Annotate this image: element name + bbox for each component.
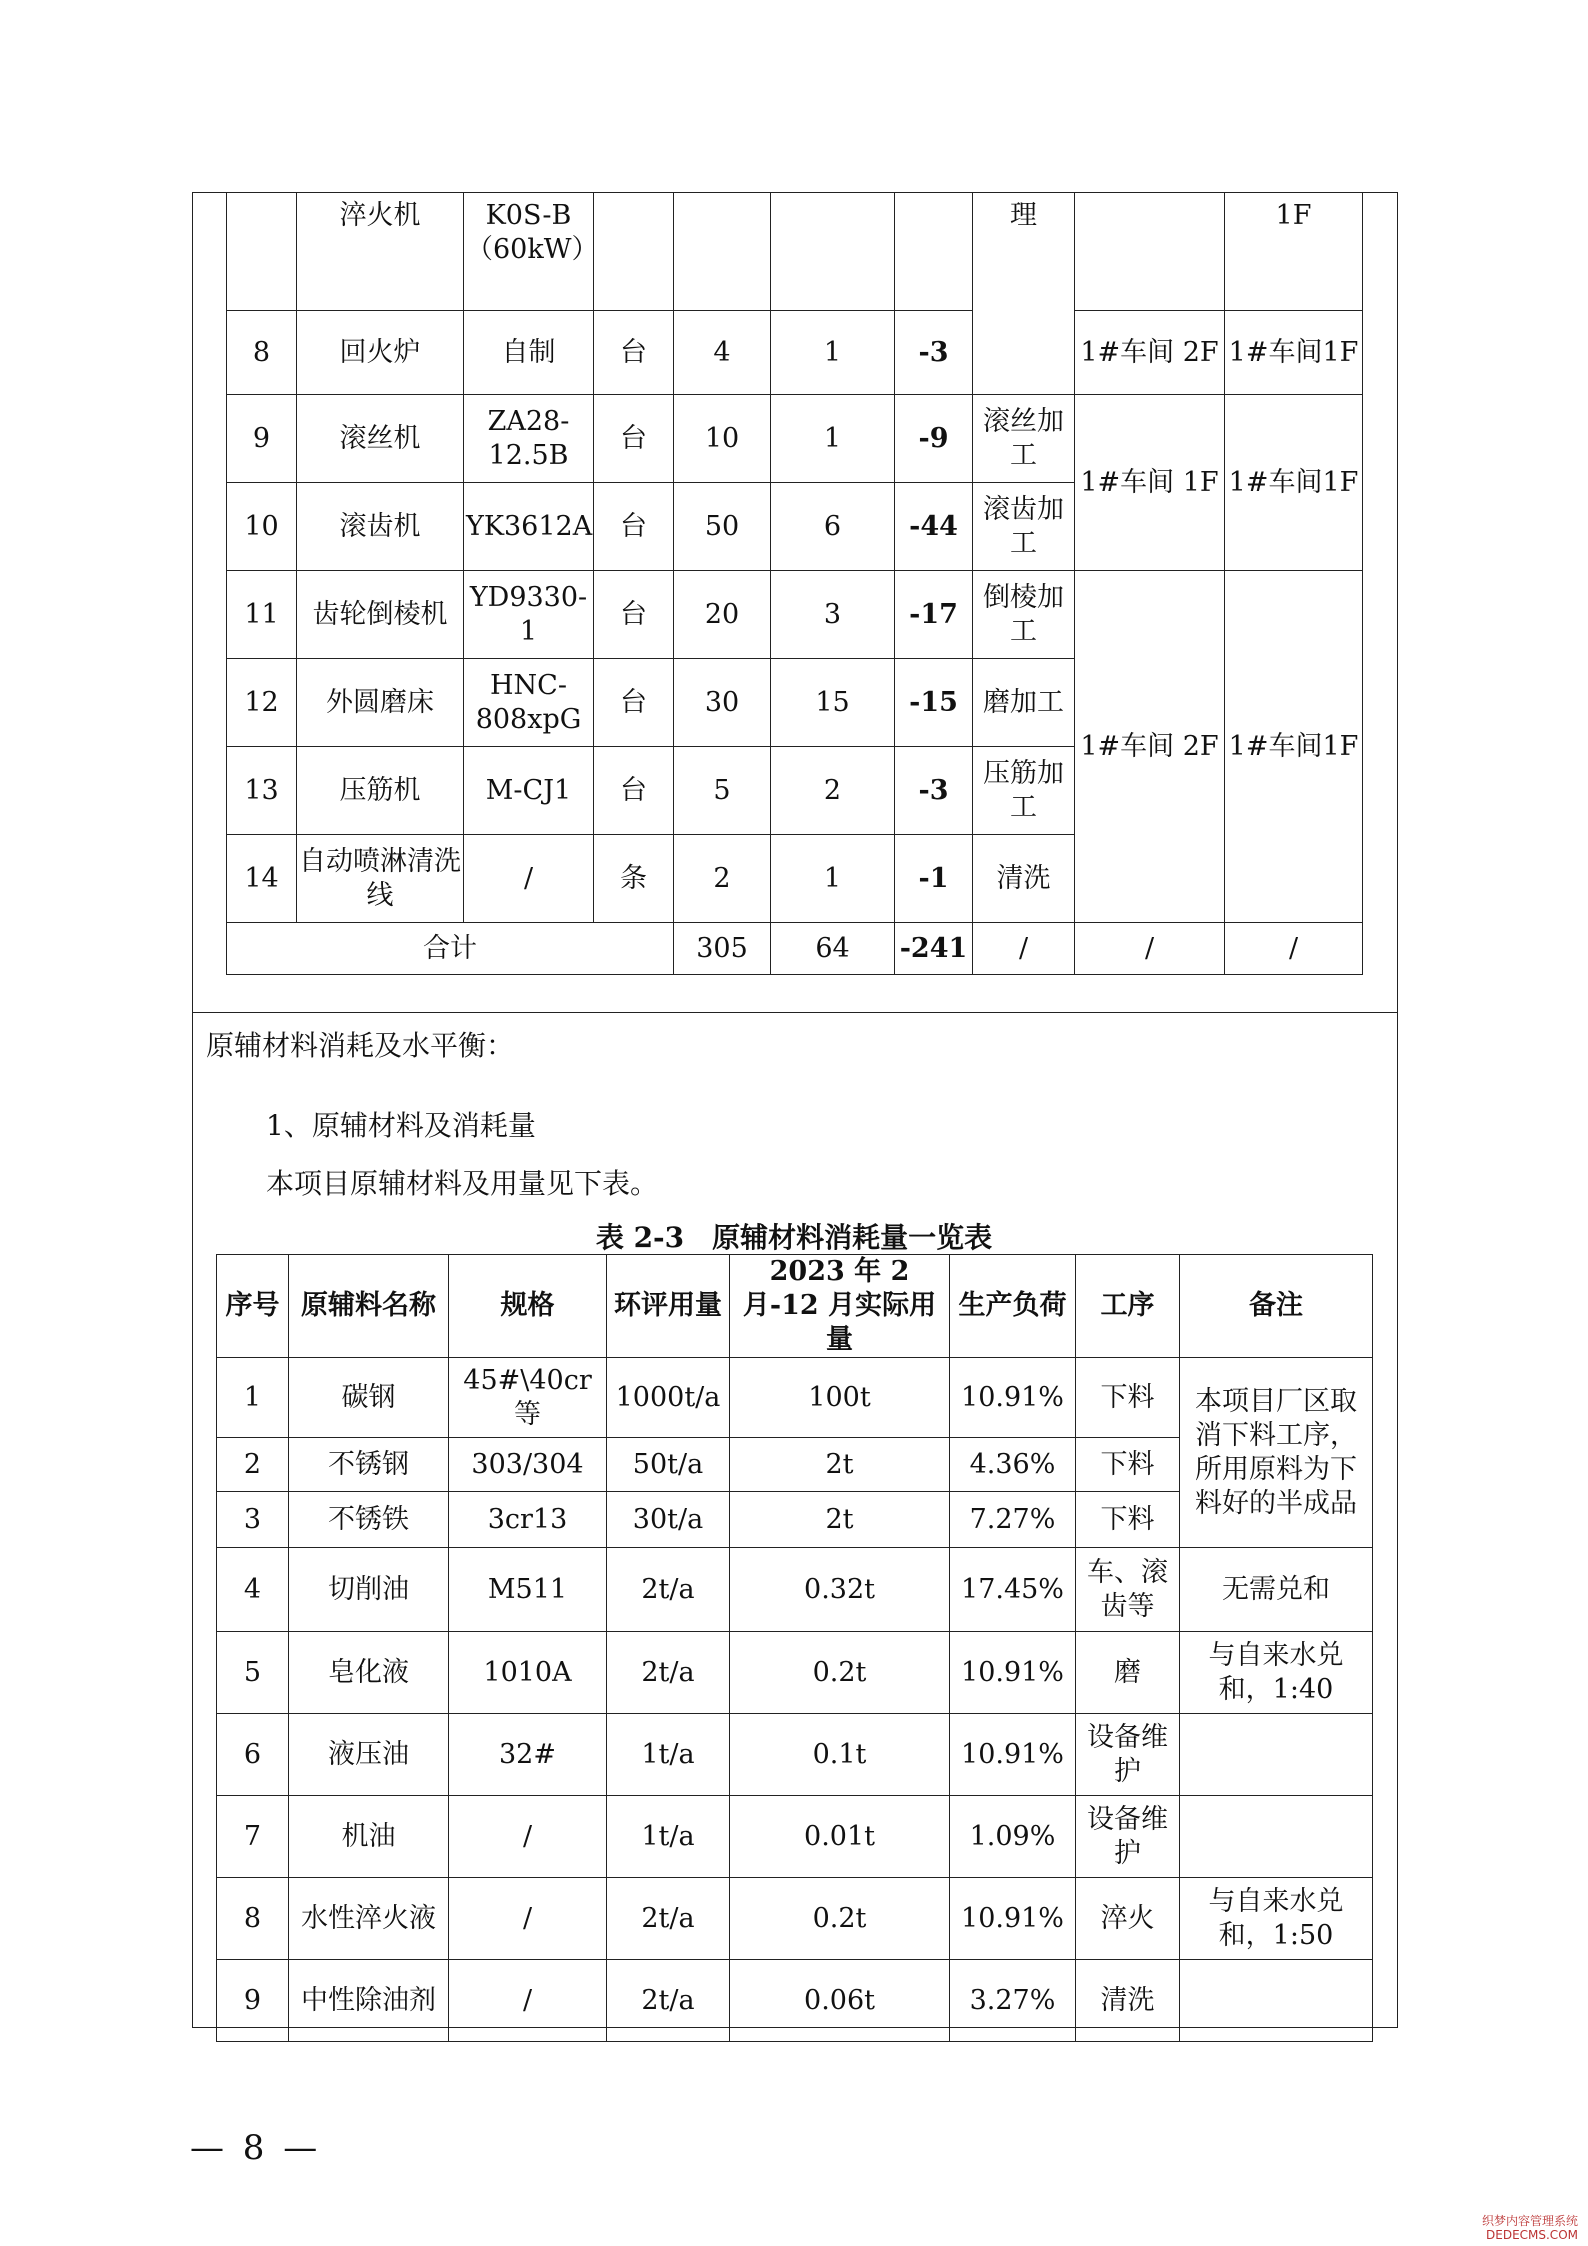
header-load: 生产负荷 bbox=[950, 1255, 1076, 1358]
cell-process: 压筋加工 bbox=[973, 747, 1075, 835]
cell-name: 齿轮倒棱机 bbox=[297, 571, 464, 659]
cell-process: 清洗 bbox=[1076, 1960, 1180, 2042]
total-eia: 305 bbox=[674, 923, 771, 975]
cell-process: 下料 bbox=[1076, 1438, 1180, 1492]
cell-load: 1.09% bbox=[950, 1796, 1076, 1878]
cell-eia: 1000t/a bbox=[607, 1358, 730, 1438]
cell-name: 机油 bbox=[289, 1796, 449, 1878]
cell-eia: 2t/a bbox=[607, 1632, 730, 1714]
cell-model: 自制 bbox=[464, 311, 594, 395]
cell-unit: 台 bbox=[594, 311, 674, 395]
cell-actual: 0.06t bbox=[730, 1960, 950, 2042]
cell-no: 9 bbox=[227, 395, 297, 483]
total-current: / bbox=[1225, 923, 1363, 975]
cell-current: 1#车间1F bbox=[1225, 571, 1363, 923]
section-paragraph: 本项目原辅材料及用量见下表。 bbox=[266, 1167, 659, 1200]
cell-process: 下料 bbox=[1076, 1358, 1180, 1438]
cell-model: K0S-B（60kW） bbox=[464, 193, 594, 311]
cell-location bbox=[1075, 193, 1225, 311]
cell-unit: 台 bbox=[594, 747, 674, 835]
cell-current: 1#车间1F bbox=[1225, 311, 1363, 395]
cell-name: 压筋机 bbox=[297, 747, 464, 835]
cell-name: 滚丝机 bbox=[297, 395, 464, 483]
cell-unit: 台 bbox=[594, 659, 674, 747]
cell-eia bbox=[674, 193, 771, 311]
cell-eia: 50 bbox=[674, 483, 771, 571]
cell-process: 理 bbox=[973, 193, 1075, 395]
cell-process: 倒棱加工 bbox=[973, 571, 1075, 659]
cell-no: 2 bbox=[217, 1438, 289, 1492]
cell-spec: / bbox=[449, 1796, 607, 1878]
cell-process: 磨 bbox=[1076, 1632, 1180, 1714]
cell-actual: 100t bbox=[730, 1358, 950, 1438]
table-row bbox=[227, 395, 1363, 483]
cell-note bbox=[1180, 1714, 1373, 1796]
cell-spec: 3cr13 bbox=[449, 1492, 607, 1548]
cell-current: 1F bbox=[1225, 193, 1363, 311]
cell-eia: 30t/a bbox=[607, 1492, 730, 1548]
cell-model: YK3612A bbox=[464, 483, 594, 571]
cell-location: 1#车间 1F bbox=[1075, 395, 1225, 571]
cell-actual: 0.1t bbox=[730, 1714, 950, 1796]
cell-no: 9 bbox=[217, 1960, 289, 2042]
cell-load: 10.91% bbox=[950, 1632, 1076, 1714]
cell-current: 1#车间1F bbox=[1225, 395, 1363, 571]
section-title: 原辅材料消耗及水平衡： bbox=[206, 1029, 515, 1062]
cell-process: 车、滚齿等 bbox=[1076, 1548, 1180, 1632]
cell-process: 滚丝加工 bbox=[973, 395, 1075, 483]
cell-unit bbox=[594, 193, 674, 311]
cell-load: 10.91% bbox=[950, 1878, 1076, 1960]
header-row bbox=[217, 1255, 1373, 1358]
cell-no: 10 bbox=[227, 483, 297, 571]
cell-no: 1 bbox=[217, 1358, 289, 1438]
cell-eia: 20 bbox=[674, 571, 771, 659]
cell-load: 17.45% bbox=[950, 1548, 1076, 1632]
table-row bbox=[217, 1358, 1373, 1438]
cell-note: 无需兑和 bbox=[1180, 1548, 1373, 1632]
cell-model: HNC-808xpG bbox=[464, 659, 594, 747]
cell-load: 3.27% bbox=[950, 1960, 1076, 2042]
materials-table bbox=[216, 1254, 1373, 2042]
cell-actual: 1 bbox=[771, 835, 895, 923]
cell-name: 中性除油剂 bbox=[289, 1960, 449, 2042]
watermark-logo bbox=[1482, 2214, 1578, 2242]
cell-no: 7 bbox=[217, 1796, 289, 1878]
cell-name: 回火炉 bbox=[297, 311, 464, 395]
cell-name: 滚齿机 bbox=[297, 483, 464, 571]
cell-process: 淬火 bbox=[1076, 1878, 1180, 1960]
cell-note: 与自来水兑和，1:40 bbox=[1180, 1632, 1373, 1714]
cell-eia: 10 bbox=[674, 395, 771, 483]
cell-actual: 2t bbox=[730, 1438, 950, 1492]
cell-eia: 50t/a bbox=[607, 1438, 730, 1492]
cell-actual: 6 bbox=[771, 483, 895, 571]
cell-no bbox=[227, 193, 297, 311]
cell-no: 8 bbox=[227, 311, 297, 395]
cell-unit: 台 bbox=[594, 395, 674, 483]
table-row bbox=[217, 1548, 1373, 1632]
total-actual: 64 bbox=[771, 923, 895, 975]
cell-spec: / bbox=[449, 1960, 607, 2042]
cell-actual bbox=[771, 193, 895, 311]
cell-actual: 15 bbox=[771, 659, 895, 747]
cell-actual: 0.01t bbox=[730, 1796, 950, 1878]
cell-diff: -3 bbox=[895, 311, 973, 395]
cell-load: 10.91% bbox=[950, 1714, 1076, 1796]
cell-load: 7.27% bbox=[950, 1492, 1076, 1548]
cell-diff: -3 bbox=[895, 747, 973, 835]
cell-eia: 30 bbox=[674, 659, 771, 747]
cell-actual: 0.2t bbox=[730, 1632, 950, 1714]
cell-no: 12 bbox=[227, 659, 297, 747]
header-actual: 2023 年 2 月-12 月实际用量 bbox=[730, 1255, 950, 1358]
cell-name: 自动喷淋清洗线 bbox=[297, 835, 464, 923]
cell-eia: 2t/a bbox=[607, 1960, 730, 2042]
cell-name: 不锈钢 bbox=[289, 1438, 449, 1492]
table-row bbox=[217, 1796, 1373, 1878]
cell-spec: 32# bbox=[449, 1714, 607, 1796]
header-spec: 规格 bbox=[449, 1255, 607, 1358]
cell-diff: -1 bbox=[895, 835, 973, 923]
cell-eia: 2 bbox=[674, 835, 771, 923]
cell-diff bbox=[895, 193, 973, 311]
total-location: / bbox=[1075, 923, 1225, 975]
cell-name: 水性淬火液 bbox=[289, 1878, 449, 1960]
cell-note: 本项目厂区取消下料工序，所用原料为下料好的半成品 bbox=[1180, 1358, 1373, 1548]
cell-diff: -15 bbox=[895, 659, 973, 747]
header-no: 序号 bbox=[217, 1255, 289, 1358]
total-diff: -241 bbox=[895, 923, 973, 975]
cell-note bbox=[1180, 1796, 1373, 1878]
cell-name: 液压油 bbox=[289, 1714, 449, 1796]
cell-eia: 1t/a bbox=[607, 1714, 730, 1796]
cell-spec: / bbox=[449, 1878, 607, 1960]
cell-actual: 2 bbox=[771, 747, 895, 835]
cell-load: 4.36% bbox=[950, 1438, 1076, 1492]
table-row bbox=[227, 571, 1363, 659]
cell-no: 3 bbox=[217, 1492, 289, 1548]
cell-eia: 1t/a bbox=[607, 1796, 730, 1878]
cell-no: 11 bbox=[227, 571, 297, 659]
cell-eia: 4 bbox=[674, 311, 771, 395]
page-number: — 8 — bbox=[190, 2128, 322, 2168]
header-process: 工序 bbox=[1076, 1255, 1180, 1358]
watermark-line2: DEDECMS.COM bbox=[1486, 2228, 1578, 2242]
cell-name: 外圆磨床 bbox=[297, 659, 464, 747]
table-row bbox=[217, 1714, 1373, 1796]
section-heading: 1、原辅材料及消耗量 bbox=[266, 1109, 536, 1142]
table-row bbox=[227, 193, 1363, 311]
cell-no: 13 bbox=[227, 747, 297, 835]
cell-actual: 1 bbox=[771, 395, 895, 483]
cell-load: 10.91% bbox=[950, 1358, 1076, 1438]
header-eia: 环评用量 bbox=[607, 1255, 730, 1358]
header-name: 原辅料名称 bbox=[289, 1255, 449, 1358]
cell-name: 淬火机 bbox=[297, 193, 464, 311]
cell-no: 4 bbox=[217, 1548, 289, 1632]
cell-actual: 3 bbox=[771, 571, 895, 659]
total-label: 合计 bbox=[227, 923, 674, 975]
cell-diff: -9 bbox=[895, 395, 973, 483]
cell-diff: -17 bbox=[895, 571, 973, 659]
cell-unit: 台 bbox=[594, 571, 674, 659]
table-row bbox=[217, 1632, 1373, 1714]
cell-model: ZA28-12.5B bbox=[464, 395, 594, 483]
cell-spec: 303/304 bbox=[449, 1438, 607, 1492]
cell-actual: 2t bbox=[730, 1492, 950, 1548]
cell-process: 下料 bbox=[1076, 1492, 1180, 1548]
cell-spec: M511 bbox=[449, 1548, 607, 1632]
cell-eia: 2t/a bbox=[607, 1878, 730, 1960]
cell-process: 清洗 bbox=[973, 835, 1075, 923]
cell-location: 1#车间 2F bbox=[1075, 311, 1225, 395]
cell-unit: 条 bbox=[594, 835, 674, 923]
cell-process: 设备维护 bbox=[1076, 1714, 1180, 1796]
cell-name: 不锈铁 bbox=[289, 1492, 449, 1548]
table-row bbox=[217, 1878, 1373, 1960]
table-caption: 表 2-3 原辅材料消耗量一览表 bbox=[595, 1221, 993, 1254]
table-row bbox=[227, 311, 1363, 395]
cell-actual: 0.32t bbox=[730, 1548, 950, 1632]
cell-name: 皂化液 bbox=[289, 1632, 449, 1714]
cell-note: 与自来水兑和，1:50 bbox=[1180, 1878, 1373, 1960]
equipment-table bbox=[226, 192, 1363, 975]
watermark-line1: 织梦内容管理系统 bbox=[1481, 2214, 1578, 2228]
cell-process: 磨加工 bbox=[973, 659, 1075, 747]
cell-eia: 2t/a bbox=[607, 1548, 730, 1632]
cell-no: 14 bbox=[227, 835, 297, 923]
cell-model: M-CJ1 bbox=[464, 747, 594, 835]
total-row bbox=[227, 923, 1363, 975]
cell-no: 8 bbox=[217, 1878, 289, 1960]
cell-actual: 1 bbox=[771, 311, 895, 395]
cell-spec: 1010A bbox=[449, 1632, 607, 1714]
cell-process: 滚齿加工 bbox=[973, 483, 1075, 571]
total-process: / bbox=[973, 923, 1075, 975]
cell-name: 碳钢 bbox=[289, 1358, 449, 1438]
frame-divider bbox=[192, 1012, 1398, 1013]
cell-note bbox=[1180, 1960, 1373, 2042]
cell-process: 设备维护 bbox=[1076, 1796, 1180, 1878]
header-note: 备注 bbox=[1180, 1255, 1373, 1358]
cell-no: 5 bbox=[217, 1632, 289, 1714]
cell-location: 1#车间 2F bbox=[1075, 571, 1225, 923]
cell-spec: 45#\40cr等 bbox=[449, 1358, 607, 1438]
cell-model: YD9330-1 bbox=[464, 571, 594, 659]
cell-eia: 5 bbox=[674, 747, 771, 835]
cell-unit: 台 bbox=[594, 483, 674, 571]
cell-diff: -44 bbox=[895, 483, 973, 571]
cell-name: 切削油 bbox=[289, 1548, 449, 1632]
cell-no: 6 bbox=[217, 1714, 289, 1796]
cell-model: / bbox=[464, 835, 594, 923]
cell-actual: 0.2t bbox=[730, 1878, 950, 1960]
table-row bbox=[217, 1960, 1373, 2042]
